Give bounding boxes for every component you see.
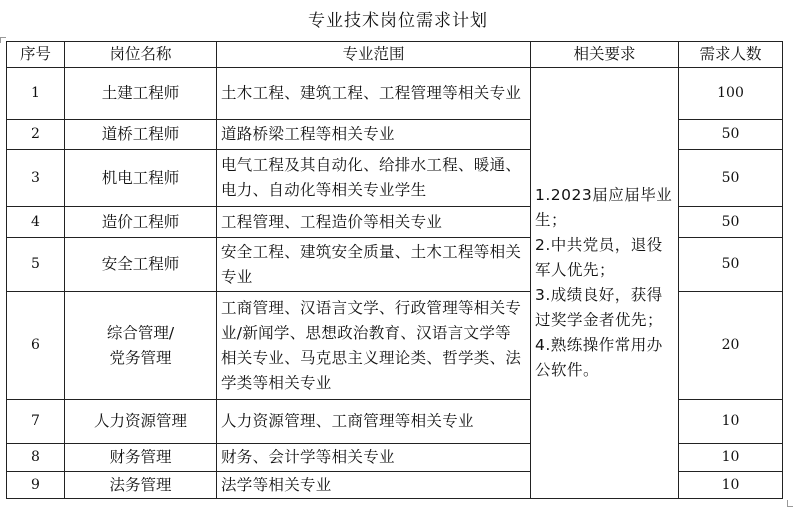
requirement-item: 3.成绩良好，获得过奖学金者优先； xyxy=(535,286,664,329)
row-scope: 安全工程、建筑安全质量、土木工程等相关专业 xyxy=(217,238,531,292)
header-num: 序号 xyxy=(7,42,65,68)
page-title: 专业技术岗位需求计划 xyxy=(308,11,488,31)
row-num: 5 xyxy=(7,238,65,292)
row-count: 100 xyxy=(679,68,783,120)
row-position-line: 综合管理/ xyxy=(106,323,175,342)
requirements-cell xyxy=(531,68,679,499)
row-position: 土建工程师 xyxy=(65,68,217,120)
header-position: 岗位名称 xyxy=(65,42,217,68)
row-num: 3 xyxy=(7,150,65,207)
row-count: 10 xyxy=(679,444,783,472)
row-num: 1 xyxy=(7,68,65,120)
row-scope: 道路桥梁工程等相关专业 xyxy=(217,120,531,150)
row-num: 9 xyxy=(7,472,65,499)
row-position xyxy=(65,292,217,400)
requirement-item: 1.2023届应届毕业生； xyxy=(535,186,673,229)
row-num: 4 xyxy=(7,207,65,238)
row-count: 50 xyxy=(679,207,783,238)
row-position: 造价工程师 xyxy=(65,207,217,238)
row-num: 6 xyxy=(7,292,65,400)
corner-mark-bottom-right xyxy=(787,500,793,507)
row-position: 安全工程师 xyxy=(65,238,217,292)
row-scope: 电气工程及其自动化、给排水工程、暖通、电力、自动化等相关专业学生 xyxy=(217,150,531,207)
row-count: 10 xyxy=(679,472,783,499)
row-scope: 财务、会计学等相关专业 xyxy=(217,444,531,472)
requirement-item: 4.熟练操作常用办公软件。 xyxy=(535,336,663,379)
row-num: 8 xyxy=(7,444,65,472)
row-position: 机电工程师 xyxy=(65,150,217,207)
header-requirements: 相关要求 xyxy=(531,42,679,68)
row-num: 2 xyxy=(7,120,65,150)
row-position: 人力资源管理 xyxy=(65,400,217,444)
requirement-item: 2.中共党员，退役军人优先； xyxy=(535,236,663,279)
row-position: 法务管理 xyxy=(65,472,217,499)
row-count: 10 xyxy=(679,400,783,444)
row-count: 50 xyxy=(679,120,783,150)
recruitment-plan-table xyxy=(6,41,783,499)
row-count: 50 xyxy=(679,150,783,207)
row-scope: 工商管理、汉语言文学、行政管理等相关专业/新闻学、思想政治教育、汉语言文学等相关专业、马克思主义理论类、哲学类、法学类等相关专业 xyxy=(217,292,531,400)
table-header-row xyxy=(7,42,783,68)
header-count: 需求人数 xyxy=(679,42,783,68)
row-position: 财务管理 xyxy=(65,444,217,472)
row-count: 20 xyxy=(679,292,783,400)
row-scope: 土木工程、建筑工程、工程管理等相关专业 xyxy=(217,68,531,120)
table-row xyxy=(7,68,783,120)
row-scope: 法学等相关专业 xyxy=(217,472,531,499)
row-position-line: 党务管理 xyxy=(109,348,172,367)
row-scope: 工程管理、工程造价等相关专业 xyxy=(217,207,531,238)
row-position: 道桥工程师 xyxy=(65,120,217,150)
row-scope: 人力资源管理、工商管理等相关专业 xyxy=(217,400,531,444)
row-count: 50 xyxy=(679,238,783,292)
row-num: 7 xyxy=(7,400,65,444)
header-scope: 专业范围 xyxy=(217,42,531,68)
